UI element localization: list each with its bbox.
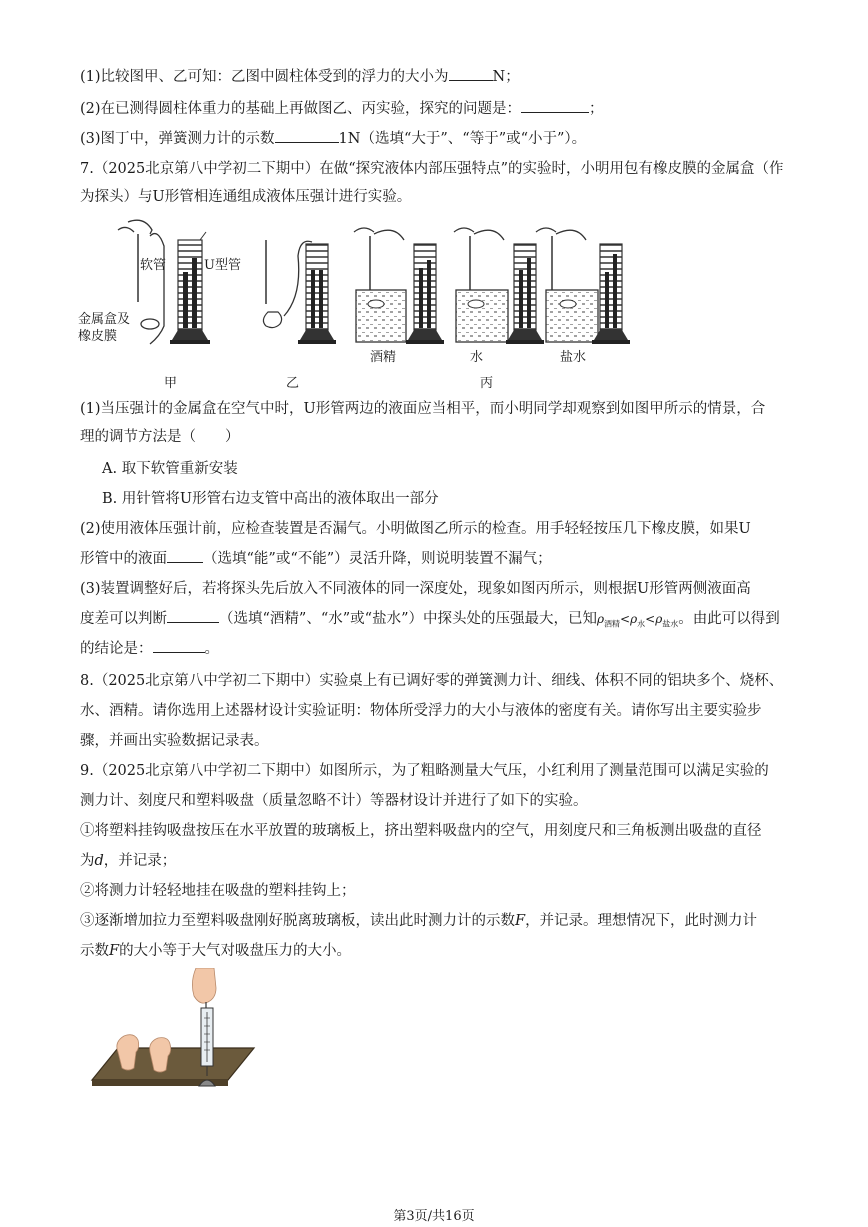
q9-step3-end: 的大小等于大气对吸盘压力的大小。 [119,943,352,959]
q7-sub2-text: 形管中的液面 [80,551,167,567]
gauge-bing-saltwater [536,228,630,344]
label-metal-box-2: 橡皮膜 [78,329,118,344]
label-metal-box-1: 金属盒及 [78,312,131,327]
label-saltwater: 盐水 [560,350,587,365]
answer-blank[interactable] [167,608,219,623]
q6-part2 [80,98,604,120]
q9-step2: ②将测力计轻轻地挂在吸盘的塑料挂钩上； [80,883,356,899]
q6-part1 [80,66,520,88]
q7-sub3-line3 [80,638,219,660]
q7-sub3-text: 度差可以判断 [80,611,167,627]
q7-sub1-line2: 理的调节方法是（ ） [80,429,240,445]
glass-plate [92,1048,254,1080]
q7-sub3-line2 [80,608,780,635]
gauge-yi [263,240,336,344]
q9-step1-end: ，并记录； [103,853,177,869]
spring-scale-icon [201,1002,213,1076]
q7-sub3-line1: (3)装置调整好后，若将探头先后放入不同液体的同一深度处，现象如图丙所示，则根据U形管两侧液面高 [80,581,751,597]
q9-step1-line1: ①将塑料挂钩吸盘按压在水平放置的玻璃板上，挤出塑料吸盘内的空气，用刻度尺和三角板测出吸盘的直径 [80,823,762,839]
q9-figure [78,968,258,1118]
rho-symbol: ρ [596,612,605,626]
q7-sub3-period: 。 [204,641,219,657]
answer-blank[interactable] [167,548,203,563]
gauge-jia [118,220,210,344]
sub-saltwater: 盐水 [662,619,679,629]
q7-sub2-line2 [80,548,552,570]
q7-stem-line2: 为探头）与U形管相连通组成液体压强计进行实验。 [80,189,412,205]
q9-step3-mid: ，并记录。理想情况下，此时测力计 [525,913,758,929]
q7-figure [78,212,638,392]
figure-label-yi: 乙 [286,376,300,391]
answer-blank[interactable] [275,128,339,143]
gauge-bing-water [454,228,544,344]
q6-part1-unit: N； [492,69,520,85]
density-relation [596,612,679,629]
rho-symbol: ρ [630,612,638,626]
symbol-F: F [515,913,526,929]
q6-part2-text: (2)在已测得圆柱体重力的基础上再做图乙、丙实验，探究的问题是： [80,101,522,117]
q9-step1-line2 [80,850,176,872]
q9-step3-text: ③逐渐增加拉力至塑料吸盘刚好脱离玻璃板，读出此时测力计的示数 [80,913,515,929]
figure-label-bing: 丙 [480,376,494,391]
q8-line1: 8.（2025北京第八中学初二下期中）实验桌上有已调好零的弹簧测力计、细线、体积不同的铝块多个、烧杯、 [80,673,784,689]
q8-line2: 水、酒精。请你选用上述器材设计实验证明：物体所受浮力的大小与液体的密度有关。请你写出主要实验步 [80,703,762,719]
q9-step3-line2 [80,940,351,962]
page-footer: 第3页/共16页 [393,1209,475,1224]
q7-option-a[interactable]: A. 取下软管重新安装 [102,461,238,477]
label-water: 水 [470,350,484,365]
sub-alcohol: 酒精 [604,619,621,629]
less-than: < [620,612,631,626]
q6-part3-end: 1N（选填“大于”、“等于”或“小于”）。 [338,131,587,147]
q7-sub3-end: 。由此可以得到 [678,611,780,627]
figure-label-jia: 甲 [164,376,178,391]
q9-line2: 测力计、刻度尺和塑料吸盘（质量忽略不计）等器材设计并进行了如下的实验。 [80,793,588,809]
less-than: < [645,612,656,626]
q9-step3-prefix: 示数 [80,943,109,959]
rho-symbol: ρ [655,612,663,626]
q7-sub3-conclusion: 的结论是： [80,641,153,657]
q9-line1: 9.（2025北京第八中学初二下期中）如图所示，为了粗略测量大气压，小红利用了测量范围可以满足实验的 [80,763,769,779]
q9-step3-line1 [80,910,757,932]
gauge-bing-alcohol [354,228,444,344]
q8-line3: 骤，并画出实验数据记录表。 [80,733,269,749]
label-u-tube: U型管 [204,258,241,273]
q7-sub3-mid: （选填“酒精”、“水”或“盐水”）中探头处的压强最大，已知 [219,611,597,627]
q7-stem-line1: 7.（2025北京第八中学初二下期中）在做“探究液体内部压强特点”的实验时，小明用包有橡皮膜的金属盒（作 [80,161,784,177]
q7-option-b[interactable]: B. 用针管将U形管右边支管中高出的液体取出一部分 [102,491,439,507]
pulling-hand-icon [192,968,216,1003]
pressure-gauge-figure [78,212,638,392]
q6-part2-end: ； [589,101,604,117]
q7-sub2-line1: (2)使用液体压强计前，应检查装置是否漏气。小明做图乙所示的检查。用手轻轻按压几下橡皮膜，如果U [80,521,751,537]
q7-sub1-line1: (1)当压强计的金属盒在空气中时，U形管两边的液面应当相平，而小明同学却观察到如图甲所示的情景，合 [80,401,766,417]
q6-part1-text: (1)比较图甲、乙可知：乙图中圆柱体受到的浮力的大小为 [80,69,449,85]
q6-part3-text: (3)图丁中，弹簧测力计的示数 [80,131,275,147]
label-soft-tube: 软管 [140,258,167,273]
answer-blank[interactable] [449,66,493,81]
q9-step1-text: 为 [80,853,95,869]
symbol-F: F [109,943,120,959]
symbol-d: d [94,853,104,869]
sub-water: 水 [637,619,646,629]
answer-blank[interactable] [153,638,205,653]
answer-blank[interactable] [521,98,589,113]
q7-sub2-rest: （选填“能”或“不能”）灵活升降，则说明装置不漏气； [203,551,552,567]
suction-cup-figure [78,968,258,1118]
q6-part3 [80,128,586,150]
label-alcohol: 酒精 [370,350,397,365]
